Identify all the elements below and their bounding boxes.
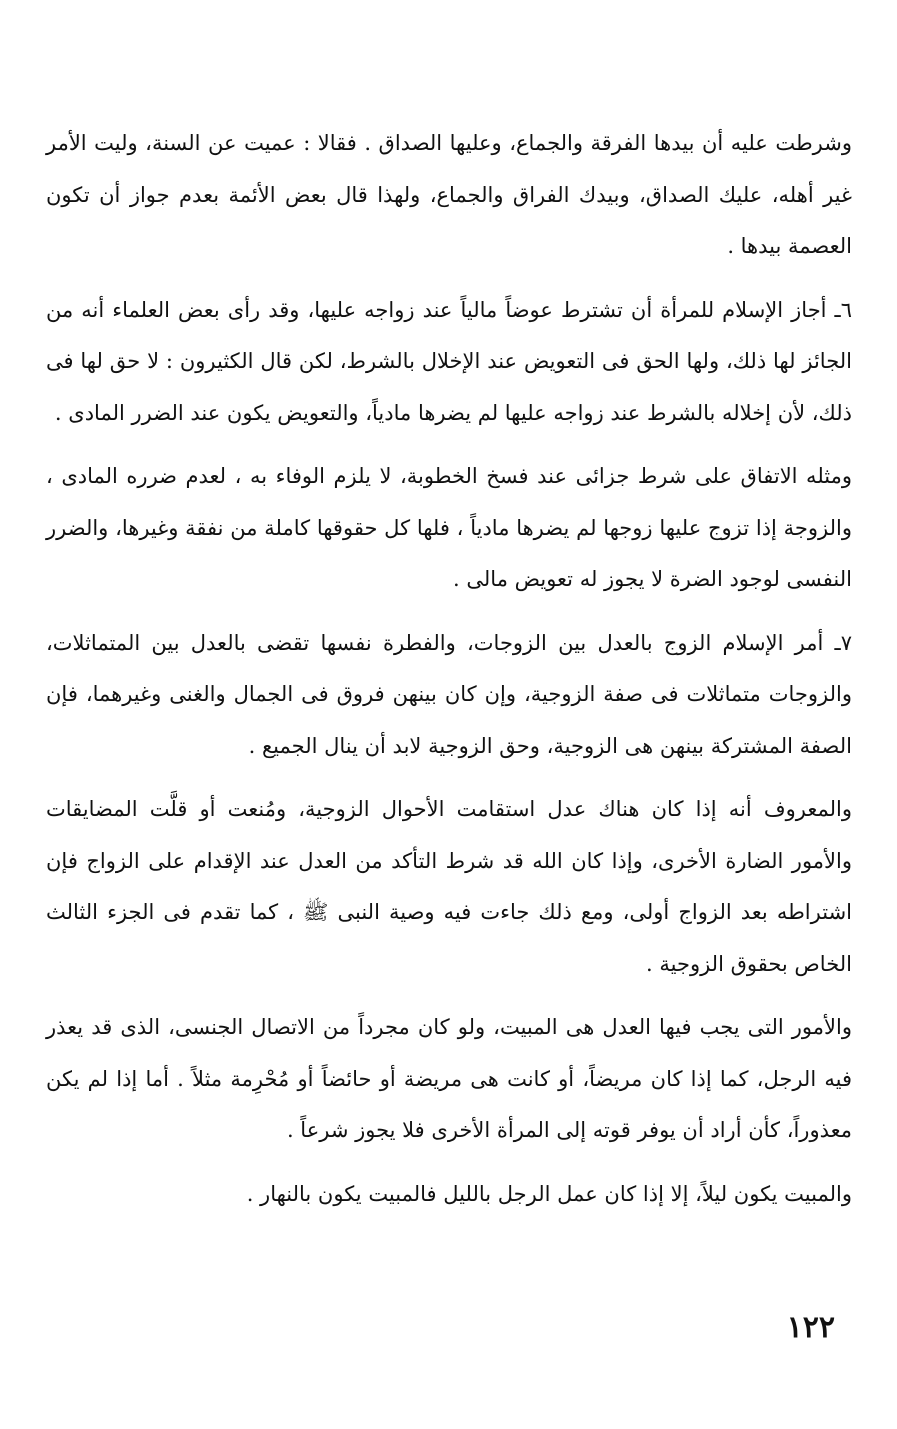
paragraph-5: والمعروف أنه إذا كان هناك عدل استقامت الأحوال الزوجية، ومُنعت أو قلَّت المضايقات والأمور الضارة الأخرى، وإذا كان الله قد شرط التأكد من العدل عند الإقدام على الزواج فإن اشتراطه بعد الزواج أولى، ومع ذلك جاءت فيه وصية النبى ﷺ ، كما تقدم فى الجزء الثالث الخاص بحقوق الزوجية . (46, 797, 852, 976)
page-body (46, 118, 852, 1232)
paragraph-6: والأمور التى يجب فيها العدل هى المبيت، ولو كان مجرداً من الاتصال الجنسى، الذى قد يعذر فيه الرجل، كما إذا كان مريضاً، أو كانت هى مريضة أو حائضاً أو مُحْرِمة مثلاً . أما إذا لم يكن معذوراً، كأن أراد أن يوفر قوته إلى المرأة الأخرى فلا يجوز شرعاً . (46, 1015, 852, 1142)
paragraph-7: والمبيت يكون ليلاً، إلا إذا كان عمل الرجل بالليل فالمبيت يكون بالنهار . (246, 1181, 852, 1206)
paragraph-4: ٧ـ أمر الإسلام الزوج بالعدل بين الزوجات، والفطرة نفسها تقضى بالعدل بين المتماثلات، والزوجات متماثلات فى صفة الزوجية، وإن كان بينهن فروق فى الجمال والغنى وغيرهما، فإن الصفة المشتركة بينهن هى الزوجية، وحق الزوجية لابد أن ينال الجميع . (46, 630, 852, 758)
paragraph-2: ٦ـ أجاز الإسلام للمرأة أن تشترط عوضاً مالياً عند زواجه عليها، وقد رأى بعض العلماء أنه من الجائز لها ذلك، ولها الحق فى التعويض عند الإخلال بالشرط، لكن قال الكثيرون : لا حق لها فى ذلك، لأن إخلاله بالشرط عند زواجه عليها لم يضرها مادياً، والتعويض يكون عند الضرر المادى . (46, 297, 852, 425)
paragraph-1: وشرطت عليه أن بيدها الفرقة والجماع، وعليها الصداق . فقالا : عميت عن السنة، وليت الأمر غير أهله، عليك الصداق، وبيدك الفراق والجماع، ولهذا قال بعض الأئمة بعدم جواز أن تكون العصمة بيدها . (46, 131, 852, 258)
page-number: ١٢٢ (786, 1310, 835, 1345)
paragraph-3: ومثله الاتفاق على شرط جزائى عند فسخ الخطوبة، لا يلزم الوفاء به ، لعدم ضرره المادى ، والزوجة إذا تزوج عليها زوجها لم يضرها مادياً ، فلها كل حقوقها كاملة من نفقة وغيرها، والضرر النفسى لوجود الضرة لا يجوز له تعويض مالى . (46, 464, 852, 591)
